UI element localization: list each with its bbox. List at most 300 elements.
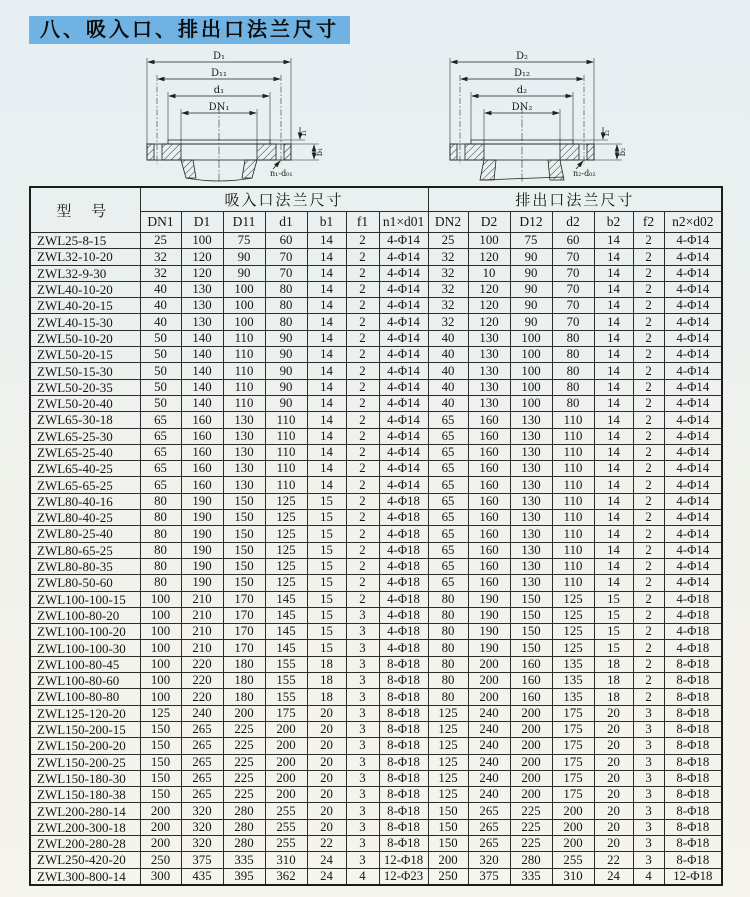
value-cell: 80 xyxy=(140,493,181,509)
value-cell: 100 xyxy=(510,347,552,363)
value-cell: 125 xyxy=(552,640,594,656)
column-header: n2×d02 xyxy=(664,212,722,233)
value-cell: 14 xyxy=(307,363,346,379)
value-cell: 335 xyxy=(510,868,552,885)
value-cell: 90 xyxy=(265,363,307,379)
value-cell: 14 xyxy=(594,249,633,265)
value-cell: 2 xyxy=(346,265,379,281)
value-cell: 14 xyxy=(594,395,633,411)
value-cell: 70 xyxy=(552,249,594,265)
value-cell: 3 xyxy=(346,705,379,721)
table-row xyxy=(30,738,722,754)
value-cell: 18 xyxy=(307,673,346,689)
value-cell: 210 xyxy=(181,640,223,656)
discharge-group-header: 排出口法兰尺寸 xyxy=(428,187,722,212)
value-cell: 80 xyxy=(265,314,307,330)
value-cell: 125 xyxy=(265,575,307,591)
value-cell: 150 xyxy=(428,819,468,835)
table-row xyxy=(30,510,722,526)
table-row xyxy=(30,363,722,379)
value-cell: 65 xyxy=(428,526,468,542)
value-cell: 2 xyxy=(346,477,379,493)
model-cell: ZWL50-10-20 xyxy=(30,330,140,346)
value-cell: 3 xyxy=(633,803,664,819)
value-cell: 2 xyxy=(346,558,379,574)
value-cell: 2 xyxy=(346,395,379,411)
value-cell: 160 xyxy=(181,412,223,428)
value-cell: 200 xyxy=(265,754,307,770)
value-cell: 15 xyxy=(307,510,346,526)
value-cell: 80 xyxy=(140,542,181,558)
model-cell: ZWL40-15-30 xyxy=(30,314,140,330)
value-cell: 14 xyxy=(594,412,633,428)
model-cell: ZWL80-40-25 xyxy=(30,510,140,526)
value-cell: 8-Φ18 xyxy=(379,738,428,754)
dim-label-dn1: DN₁ xyxy=(208,102,230,113)
value-cell: 8-Φ18 xyxy=(664,673,722,689)
value-cell: 65 xyxy=(140,444,181,460)
value-cell: 3 xyxy=(633,852,664,868)
value-cell: 200 xyxy=(552,803,594,819)
value-cell: 10 xyxy=(468,265,510,281)
value-cell: 110 xyxy=(223,330,265,346)
model-cell: ZWL100-80-60 xyxy=(30,673,140,689)
value-cell: 200 xyxy=(468,689,510,705)
value-cell: 14 xyxy=(594,428,633,444)
value-cell: 130 xyxy=(223,461,265,477)
value-cell: 210 xyxy=(181,624,223,640)
value-cell: 4-Φ14 xyxy=(379,314,428,330)
value-cell: 4-Φ18 xyxy=(664,640,722,656)
value-cell: 80 xyxy=(140,526,181,542)
value-cell: 100 xyxy=(140,624,181,640)
value-cell: 150 xyxy=(510,624,552,640)
value-cell: 70 xyxy=(265,265,307,281)
value-cell: 2 xyxy=(346,249,379,265)
value-cell: 255 xyxy=(552,852,594,868)
value-cell: 100 xyxy=(223,314,265,330)
model-cell: ZWL50-20-40 xyxy=(30,395,140,411)
value-cell: 2 xyxy=(633,330,664,346)
value-cell: 14 xyxy=(307,428,346,444)
dim-label-d2-face: d₂ xyxy=(516,85,528,96)
column-header: D12 xyxy=(510,212,552,233)
value-cell: 375 xyxy=(181,852,223,868)
value-cell: 65 xyxy=(428,444,468,460)
value-cell: 8-Φ18 xyxy=(379,835,428,851)
value-cell: 4 xyxy=(346,868,379,885)
value-cell: 190 xyxy=(468,607,510,623)
model-cell: ZWL300-800-14 xyxy=(30,868,140,885)
value-cell: 14 xyxy=(594,314,633,330)
value-cell: 125 xyxy=(552,591,594,607)
value-cell: 4-Φ14 xyxy=(379,461,428,477)
value-cell: 8-Φ18 xyxy=(664,787,722,803)
value-cell: 100 xyxy=(140,656,181,672)
value-cell: 4-Φ14 xyxy=(379,233,428,249)
value-cell: 200 xyxy=(552,819,594,835)
value-cell: 14 xyxy=(594,575,633,591)
value-cell: 20 xyxy=(594,705,633,721)
value-cell: 140 xyxy=(181,395,223,411)
value-cell: 200 xyxy=(510,738,552,754)
value-cell: 130 xyxy=(510,558,552,574)
value-cell: 100 xyxy=(510,330,552,346)
value-cell: 4-Φ18 xyxy=(379,542,428,558)
value-cell: 265 xyxy=(468,835,510,851)
model-cell: ZWL200-300-18 xyxy=(30,819,140,835)
value-cell: 130 xyxy=(223,444,265,460)
value-cell: 15 xyxy=(307,526,346,542)
value-cell: 4-Φ14 xyxy=(664,493,722,509)
table-row xyxy=(30,412,722,428)
value-cell: 8-Φ18 xyxy=(664,721,722,737)
value-cell: 150 xyxy=(140,754,181,770)
value-cell: 150 xyxy=(140,770,181,786)
value-cell: 40 xyxy=(140,298,181,314)
value-cell: 20 xyxy=(594,754,633,770)
value-cell: 18 xyxy=(594,656,633,672)
group-header-row xyxy=(30,187,722,212)
value-cell: 160 xyxy=(468,412,510,428)
value-cell: 160 xyxy=(468,542,510,558)
value-cell: 80 xyxy=(552,363,594,379)
value-cell: 65 xyxy=(140,461,181,477)
value-cell: 20 xyxy=(307,770,346,786)
value-cell: 120 xyxy=(468,298,510,314)
value-cell: 2 xyxy=(346,379,379,395)
value-cell: 110 xyxy=(552,575,594,591)
value-cell: 2 xyxy=(633,428,664,444)
value-cell: 4-Φ18 xyxy=(664,607,722,623)
value-cell: 24 xyxy=(307,868,346,885)
value-cell: 15 xyxy=(307,607,346,623)
value-cell: 18 xyxy=(307,656,346,672)
value-cell: 170 xyxy=(223,640,265,656)
value-cell: 32 xyxy=(140,265,181,281)
value-cell: 3 xyxy=(346,738,379,754)
value-cell: 135 xyxy=(552,656,594,672)
value-cell: 24 xyxy=(594,868,633,885)
value-cell: 120 xyxy=(468,281,510,297)
value-cell: 8-Φ18 xyxy=(664,705,722,721)
value-cell: 160 xyxy=(510,689,552,705)
value-cell: 160 xyxy=(181,444,223,460)
value-cell: 2 xyxy=(633,412,664,428)
value-cell: 150 xyxy=(428,803,468,819)
value-cell: 240 xyxy=(468,705,510,721)
model-cell: ZWL65-25-30 xyxy=(30,428,140,444)
value-cell: 2 xyxy=(633,281,664,297)
value-cell: 50 xyxy=(140,395,181,411)
value-cell: 320 xyxy=(181,819,223,835)
model-cell: ZWL40-20-15 xyxy=(30,298,140,314)
value-cell: 14 xyxy=(594,510,633,526)
value-cell: 130 xyxy=(510,461,552,477)
value-cell: 14 xyxy=(307,395,346,411)
value-cell: 80 xyxy=(428,689,468,705)
value-cell: 20 xyxy=(307,787,346,803)
value-cell: 150 xyxy=(140,738,181,754)
value-cell: 175 xyxy=(552,705,594,721)
value-cell: 80 xyxy=(552,395,594,411)
value-cell: 40 xyxy=(140,314,181,330)
value-cell: 32 xyxy=(428,314,468,330)
value-cell: 220 xyxy=(181,689,223,705)
value-cell: 4-Φ14 xyxy=(664,542,722,558)
value-cell: 100 xyxy=(181,233,223,249)
value-cell: 200 xyxy=(510,770,552,786)
value-cell: 320 xyxy=(181,803,223,819)
value-cell: 2 xyxy=(633,395,664,411)
model-cell: ZWL100-80-20 xyxy=(30,607,140,623)
value-cell: 4-Φ14 xyxy=(379,412,428,428)
value-cell: 3 xyxy=(633,835,664,851)
value-cell: 3 xyxy=(346,721,379,737)
table-row xyxy=(30,803,722,819)
value-cell: 80 xyxy=(428,607,468,623)
value-cell: 75 xyxy=(223,233,265,249)
dim-label-d12: D₁₂ xyxy=(513,68,531,79)
value-cell: 255 xyxy=(265,803,307,819)
value-cell: 300 xyxy=(140,868,181,885)
model-cell: ZWL125-120-20 xyxy=(30,705,140,721)
value-cell: 3 xyxy=(346,819,379,835)
page-title: 八、吸入口、排出口法兰尺寸 xyxy=(29,16,350,44)
table-row xyxy=(30,379,722,395)
model-cell: ZWL150-180-38 xyxy=(30,787,140,803)
value-cell: 90 xyxy=(510,281,552,297)
value-cell: 14 xyxy=(307,281,346,297)
value-cell: 110 xyxy=(552,510,594,526)
column-header: b1 xyxy=(307,212,346,233)
value-cell: 65 xyxy=(428,542,468,558)
value-cell: 2 xyxy=(633,233,664,249)
value-cell: 2 xyxy=(633,444,664,460)
value-cell: 70 xyxy=(552,281,594,297)
value-cell: 32 xyxy=(428,265,468,281)
value-cell: 375 xyxy=(468,868,510,885)
value-cell: 200 xyxy=(223,705,265,721)
value-cell: 32 xyxy=(428,281,468,297)
value-cell: 190 xyxy=(468,640,510,656)
value-cell: 225 xyxy=(223,770,265,786)
value-cell: 130 xyxy=(468,363,510,379)
value-cell: 180 xyxy=(223,689,265,705)
value-cell: 160 xyxy=(510,673,552,689)
value-cell: 20 xyxy=(307,803,346,819)
value-cell: 14 xyxy=(594,298,633,314)
value-cell: 80 xyxy=(140,575,181,591)
model-cell: ZWL200-280-14 xyxy=(30,803,140,819)
value-cell: 200 xyxy=(468,673,510,689)
value-cell: 110 xyxy=(265,412,307,428)
value-cell: 200 xyxy=(140,819,181,835)
table-row xyxy=(30,461,722,477)
value-cell: 8-Φ18 xyxy=(664,852,722,868)
value-cell: 180 xyxy=(223,673,265,689)
table-row xyxy=(30,395,722,411)
table-row xyxy=(30,819,722,835)
value-cell: 110 xyxy=(223,347,265,363)
value-cell: 190 xyxy=(468,624,510,640)
value-cell: 18 xyxy=(307,689,346,705)
value-cell: 8-Φ18 xyxy=(664,754,722,770)
value-cell: 8-Φ18 xyxy=(664,803,722,819)
value-cell: 100 xyxy=(510,363,552,379)
value-cell: 90 xyxy=(265,330,307,346)
value-cell: 225 xyxy=(223,721,265,737)
value-cell: 175 xyxy=(552,738,594,754)
value-cell: 160 xyxy=(468,526,510,542)
value-cell: 150 xyxy=(223,526,265,542)
value-cell: 100 xyxy=(223,298,265,314)
column-header: d2 xyxy=(552,212,594,233)
value-cell: 125 xyxy=(140,705,181,721)
value-cell: 200 xyxy=(510,721,552,737)
value-cell: 4-Φ18 xyxy=(379,575,428,591)
model-cell: ZWL40-10-20 xyxy=(30,281,140,297)
table-row xyxy=(30,868,722,885)
value-cell: 65 xyxy=(428,461,468,477)
value-cell: 2 xyxy=(633,624,664,640)
table-row xyxy=(30,233,722,249)
value-cell: 18 xyxy=(594,673,633,689)
value-cell: 8-Φ18 xyxy=(664,835,722,851)
value-cell: 65 xyxy=(428,575,468,591)
value-cell: 2 xyxy=(633,607,664,623)
value-cell: 150 xyxy=(510,591,552,607)
value-cell: 8-Φ18 xyxy=(379,705,428,721)
model-cell: ZWL80-25-40 xyxy=(30,526,140,542)
value-cell: 200 xyxy=(510,754,552,770)
value-cell: 4 xyxy=(633,868,664,885)
column-header: D1 xyxy=(181,212,223,233)
value-cell: 14 xyxy=(307,412,346,428)
value-cell: 130 xyxy=(223,428,265,444)
value-cell: 155 xyxy=(265,656,307,672)
value-cell: 8-Φ18 xyxy=(379,656,428,672)
value-cell: 4-Φ14 xyxy=(379,379,428,395)
value-cell: 110 xyxy=(265,461,307,477)
value-cell: 150 xyxy=(223,542,265,558)
model-cell: ZWL65-30-18 xyxy=(30,412,140,428)
value-cell: 320 xyxy=(181,835,223,851)
value-cell: 125 xyxy=(428,705,468,721)
value-cell: 90 xyxy=(265,379,307,395)
value-cell: 190 xyxy=(181,493,223,509)
table-row xyxy=(30,787,722,803)
value-cell: 4-Φ18 xyxy=(379,558,428,574)
value-cell: 255 xyxy=(265,835,307,851)
value-cell: 14 xyxy=(594,461,633,477)
column-header: DN1 xyxy=(140,212,181,233)
table-row xyxy=(30,281,722,297)
table-row xyxy=(30,770,722,786)
value-cell: 2 xyxy=(633,249,664,265)
value-cell: 65 xyxy=(428,510,468,526)
value-cell: 190 xyxy=(181,542,223,558)
value-cell: 4-Φ14 xyxy=(379,444,428,460)
value-cell: 2 xyxy=(633,363,664,379)
suction-flange-diagram xyxy=(127,48,327,184)
value-cell: 130 xyxy=(223,477,265,493)
value-cell: 65 xyxy=(428,412,468,428)
value-cell: 145 xyxy=(265,624,307,640)
value-cell: 110 xyxy=(265,477,307,493)
value-cell: 20 xyxy=(307,738,346,754)
value-cell: 2 xyxy=(346,461,379,477)
value-cell: 125 xyxy=(265,542,307,558)
value-cell: 120 xyxy=(181,249,223,265)
value-cell: 150 xyxy=(223,575,265,591)
value-cell: 22 xyxy=(594,852,633,868)
value-cell: 8-Φ18 xyxy=(664,689,722,705)
value-cell: 110 xyxy=(223,363,265,379)
value-cell: 125 xyxy=(265,510,307,526)
table-body xyxy=(30,233,722,885)
value-cell: 2 xyxy=(346,347,379,363)
model-cell: ZWL80-40-16 xyxy=(30,493,140,509)
value-cell: 3 xyxy=(346,689,379,705)
value-cell: 4-Φ14 xyxy=(664,330,722,346)
value-cell: 8-Φ18 xyxy=(379,803,428,819)
value-cell: 2 xyxy=(633,461,664,477)
value-cell: 15 xyxy=(307,640,346,656)
value-cell: 40 xyxy=(428,379,468,395)
value-cell: 8-Φ18 xyxy=(664,819,722,835)
value-cell: 280 xyxy=(510,852,552,868)
value-cell: 20 xyxy=(307,705,346,721)
value-cell: 4-Φ14 xyxy=(664,281,722,297)
value-cell: 250 xyxy=(140,852,181,868)
value-cell: 130 xyxy=(510,526,552,542)
value-cell: 3 xyxy=(346,607,379,623)
value-cell: 2 xyxy=(346,510,379,526)
value-cell: 14 xyxy=(307,461,346,477)
value-cell: 150 xyxy=(428,835,468,851)
value-cell: 2 xyxy=(633,542,664,558)
value-cell: 90 xyxy=(510,265,552,281)
value-cell: 335 xyxy=(223,852,265,868)
table-row xyxy=(30,754,722,770)
table-row xyxy=(30,673,722,689)
value-cell: 110 xyxy=(552,558,594,574)
value-cell: 130 xyxy=(468,347,510,363)
value-cell: 20 xyxy=(594,770,633,786)
value-cell: 160 xyxy=(468,558,510,574)
value-cell: 190 xyxy=(181,526,223,542)
value-cell: 4-Φ18 xyxy=(379,591,428,607)
value-cell: 20 xyxy=(594,738,633,754)
value-cell: 255 xyxy=(265,819,307,835)
value-cell: 14 xyxy=(594,347,633,363)
value-cell: 14 xyxy=(307,444,346,460)
value-cell: 160 xyxy=(181,477,223,493)
value-cell: 4-Φ14 xyxy=(664,249,722,265)
value-cell: 140 xyxy=(181,330,223,346)
value-cell: 65 xyxy=(428,477,468,493)
value-cell: 3 xyxy=(633,738,664,754)
value-cell: 90 xyxy=(510,314,552,330)
table-row xyxy=(30,705,722,721)
value-cell: 130 xyxy=(510,444,552,460)
model-cell: ZWL100-100-15 xyxy=(30,591,140,607)
model-cell: ZWL100-100-30 xyxy=(30,640,140,656)
value-cell: 3 xyxy=(633,705,664,721)
value-cell: 125 xyxy=(428,721,468,737)
value-cell: 15 xyxy=(307,575,346,591)
